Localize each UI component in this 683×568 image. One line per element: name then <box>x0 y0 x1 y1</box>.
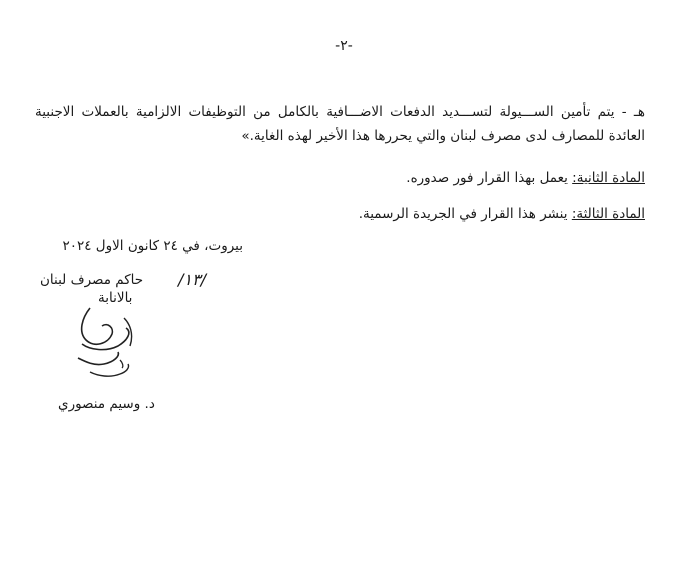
reference-mark: /١٣/ <box>178 270 206 289</box>
article-3-text: ينشر هذا القرار في الجريدة الرسمية. <box>358 206 568 222</box>
article-2 <box>406 170 645 186</box>
page-number: -٢- <box>335 38 353 54</box>
article-3-label: المادة الثالثة: <box>571 206 645 222</box>
paragraph-h: هـ - يتم تأمين الســـيولة لتســـديد الدفعات الاضـــافية بالكامل من التوظيفات الالزامية بالعملات الاجنبية العائدة للمصارف لدى مصرف لبنان والتي يحررها هذا الأخير لهذه الغاية.» <box>35 104 645 144</box>
place-date: بيروت، في ٢٤ كانون الاول ٢٠٢٤ <box>62 238 243 254</box>
article-3 <box>359 206 645 222</box>
signatory-title: حاكم مصرف لبنان <box>40 272 144 288</box>
article-2-label: المادة الثانية: <box>572 170 645 186</box>
article-2-text: يعمل بهذا القرار فور صدوره. <box>406 170 568 186</box>
handwritten-signature <box>60 288 150 398</box>
signatory-role: بالانابة <box>98 290 133 306</box>
signer-name: د. وسيم منصوري <box>58 396 155 412</box>
